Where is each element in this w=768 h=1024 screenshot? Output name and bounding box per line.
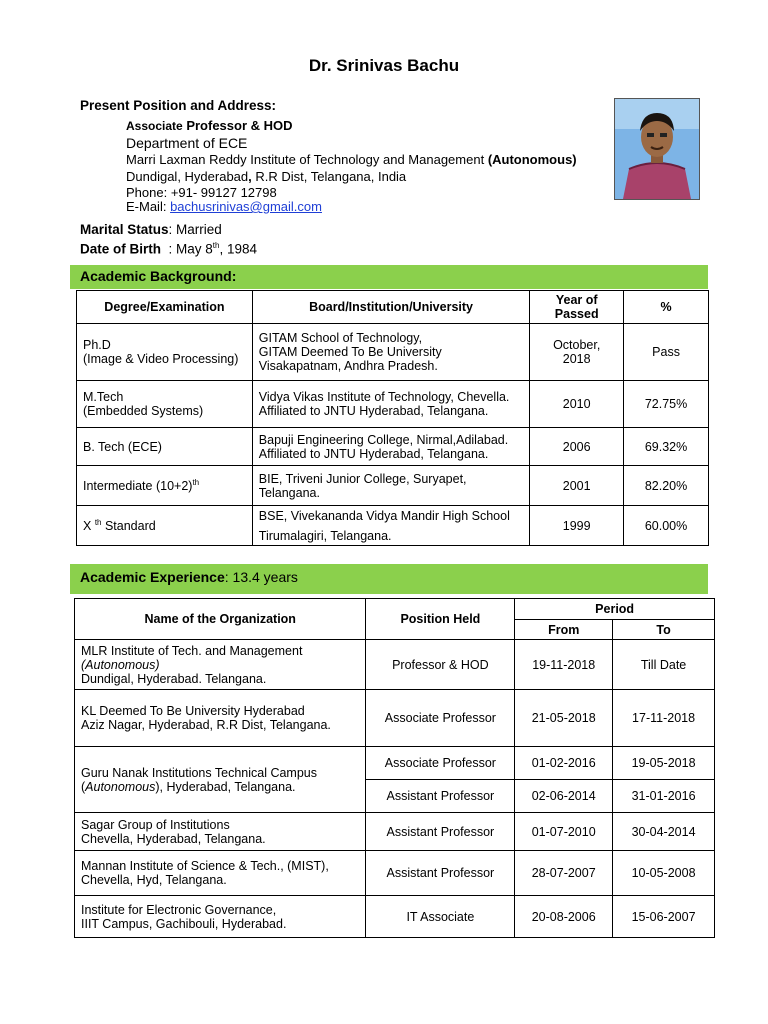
header-position: Position Held: [366, 599, 515, 640]
year-cell: 2001: [530, 466, 624, 506]
academic-background-table: [76, 290, 709, 546]
institute-suffix: (Autonomous): [487, 152, 577, 167]
org-text: KL Deemed To Be University Hyderabad: [81, 704, 305, 718]
degree-cell: [77, 466, 253, 506]
board-cell: [252, 428, 530, 466]
year-cell: [530, 324, 624, 381]
to-cell: 31-01-2016: [613, 780, 715, 813]
header-period: Period: [515, 599, 715, 620]
percent-cell: 60.00%: [624, 506, 709, 546]
board-text: Affiliated to JNTU Hyderabad, Telangana.: [258, 446, 489, 461]
organization-cell: [75, 813, 366, 851]
academic-experience-title: Academic Experience: [80, 569, 225, 585]
position-cell: Associate Professor: [366, 747, 515, 780]
dob-label: Date of Birth: [80, 241, 161, 257]
organization-cell: [75, 896, 366, 938]
percent-cell: Pass: [624, 324, 709, 381]
board-text: BSE, Vivekananda Vidya Mandir High School: [258, 508, 510, 523]
table-row: [75, 813, 715, 851]
department: Department of ECE: [126, 135, 248, 151]
org-text: (Autonomous): [81, 657, 160, 672]
academic-background-title: Academic Background:: [80, 268, 237, 284]
year-cell: 2010: [530, 381, 624, 428]
degree-text: M.Tech: [83, 390, 124, 404]
year-cell: 1999: [530, 506, 624, 546]
org-italic: Autonomous: [85, 779, 156, 794]
degree-text: (Image & Video Processing): [83, 352, 239, 366]
marital-status-value: : Married: [168, 222, 222, 237]
board-cell: [252, 381, 530, 428]
degree-cell: [77, 506, 253, 546]
marital-status-label: Marital Status: [80, 222, 169, 237]
from-cell: 28-07-2007: [515, 851, 613, 896]
board-text: Tirumalagiri, Telangana.: [258, 528, 392, 543]
to-cell: 17-11-2018: [613, 690, 715, 747]
header-year-line2: Passed: [554, 307, 599, 321]
academic-experience-years: : 13.4 years: [224, 569, 298, 585]
phone: Phone: +91- 99127 12798: [126, 185, 277, 200]
present-position-heading: Present Position and Address:: [80, 98, 277, 113]
header-organization: Name of the Organization: [75, 599, 366, 640]
degree-cell: [77, 381, 253, 428]
table-row: [77, 466, 709, 506]
year-text: October,: [553, 338, 601, 352]
org-text: Sagar Group of Institutions: [81, 817, 230, 832]
from-cell: 19-11-2018: [515, 640, 613, 690]
to-cell: 10-05-2008: [613, 851, 715, 896]
email-label: E-Mail:: [126, 199, 171, 214]
board-text: GITAM School of Technology,: [258, 331, 423, 345]
from-cell: 01-02-2016: [515, 747, 613, 780]
position-cell: Assistant Professor: [366, 780, 515, 813]
email-line: [126, 199, 322, 214]
address-separator: ,: [248, 169, 252, 184]
designation: Professor & HOD: [186, 118, 293, 133]
table-row: [77, 506, 709, 546]
board-cell: [252, 506, 530, 546]
board-text: Bapuji Engineering College, Nirmal,Adilabad.: [258, 432, 509, 447]
organization-cell: [75, 851, 366, 896]
degree-text: Standard: [101, 519, 156, 534]
designation-prefix: Associate: [126, 119, 183, 133]
year-cell: 2006: [530, 428, 624, 466]
to-cell: 15-06-2007: [613, 896, 715, 938]
date-of-birth: [80, 241, 257, 257]
candidate-name: Dr. Srinivas Bachu: [308, 56, 460, 75]
table-row: [77, 381, 709, 428]
position-cell: Assistant Professor: [366, 813, 515, 851]
table-row: [75, 851, 715, 896]
address-line: [126, 169, 406, 184]
header-to: To: [613, 620, 715, 640]
organization-cell: [75, 640, 366, 690]
email-link[interactable]: bachusrinivas@gmail.com: [170, 199, 322, 214]
organization-cell: [75, 747, 366, 813]
table-row: [75, 896, 715, 938]
header-year-line1: Year of: [555, 293, 598, 307]
to-cell: Till Date: [613, 640, 715, 690]
degree-cell: [77, 324, 253, 381]
degree-text: (Embedded Systems): [83, 404, 204, 418]
header-from: From: [515, 620, 613, 640]
from-cell: 01-07-2010: [515, 813, 613, 851]
board-text: Telangana.: [258, 485, 320, 500]
org-text: IIIT Campus, Gachibouli, Hyderabad.: [81, 916, 287, 931]
position-cell: Associate Professor: [366, 690, 515, 747]
position-cell: Professor & HOD: [366, 640, 515, 690]
org-text: Dundigal, Hyderabad. Telangana.: [81, 671, 267, 686]
table-row: [77, 428, 709, 466]
org-text: (Autonomous), Hyderabad, Telangana.: [81, 779, 296, 794]
board-text: BIE, Triveni Junior College, Suryapet,: [258, 471, 467, 486]
header-percent: %: [624, 291, 709, 324]
profile-photo-image: [615, 99, 699, 199]
from-cell: 21-05-2018: [515, 690, 613, 747]
year-text: 2018: [562, 352, 591, 366]
from-cell: 20-08-2006: [515, 896, 613, 938]
to-cell: 30-04-2014: [613, 813, 715, 851]
degree-text: Ph.D: [83, 338, 111, 352]
institute-name: Marri Laxman Reddy Institute of Technology and Management: [126, 152, 485, 167]
board-text: GITAM Deemed To Be University: [258, 345, 442, 359]
academic-experience-header: [70, 564, 708, 594]
org-text: Guru Nanak Institutions Technical Campus: [81, 765, 317, 780]
table-row: [75, 690, 715, 747]
designation-line: [126, 118, 293, 133]
table-header-row: [75, 599, 715, 620]
degree-superscript: th: [94, 517, 102, 527]
org-text: Chevella, Hyderabad, Telangana.: [81, 831, 266, 846]
degree-text: Intermediate (10+2): [83, 479, 193, 494]
position-cell: Assistant Professor: [366, 851, 515, 896]
header-degree: Degree/Examination: [77, 291, 253, 324]
address-part1: Dundigal, Hyderabad: [126, 169, 249, 184]
board-cell: [252, 466, 530, 506]
org-text: Chevella, Hyd, Telangana.: [81, 873, 227, 887]
from-cell: 02-06-2014: [515, 780, 613, 813]
table-row: [75, 747, 715, 780]
percent-cell: 72.75%: [624, 381, 709, 428]
to-cell: 19-05-2018: [613, 747, 715, 780]
academic-background-header: [70, 265, 708, 289]
address-part2: R.R Dist, Telangana, India: [251, 169, 407, 184]
table-row: [75, 640, 715, 690]
board-text: Affiliated to JNTU Hyderabad, Telangana.: [258, 404, 489, 418]
header-board: Board/Institution/University: [252, 291, 530, 324]
profile-photo: [614, 98, 700, 200]
percent-cell: 82.20%: [624, 466, 709, 506]
dob-prefix: : May 8: [161, 241, 213, 257]
degree-cell: B. Tech (ECE): [77, 428, 253, 466]
position-cell: IT Associate: [366, 896, 515, 938]
org-text: MLR Institute of Tech. and Management: [81, 643, 303, 658]
institute-line: [126, 152, 577, 167]
board-cell: [252, 324, 530, 381]
percent-cell: 69.32%: [624, 428, 709, 466]
header-year: [530, 291, 624, 324]
marital-status: [80, 222, 222, 237]
org-text: Aziz Nagar, Hyderabad, R.R Dist, Telangana.: [81, 718, 331, 732]
org-text: Institute for Electronic Governance,: [81, 902, 277, 917]
table-row: [77, 324, 709, 381]
dob-superscript: th: [212, 241, 220, 250]
organization-cell: [75, 690, 366, 747]
dob-suffix: , 1984: [219, 241, 257, 257]
board-text: Visakapatnam, Andhra Pradesh.: [258, 359, 438, 373]
board-text: Vidya Vikas Institute of Technology, Chevella.: [258, 390, 510, 404]
academic-experience-table: [74, 598, 715, 938]
table-header-row: [77, 291, 709, 324]
org-text: Mannan Institute of Science & Tech., (MIST),: [81, 859, 329, 873]
degree-text: X: [83, 519, 92, 534]
degree-superscript: th: [192, 477, 200, 487]
